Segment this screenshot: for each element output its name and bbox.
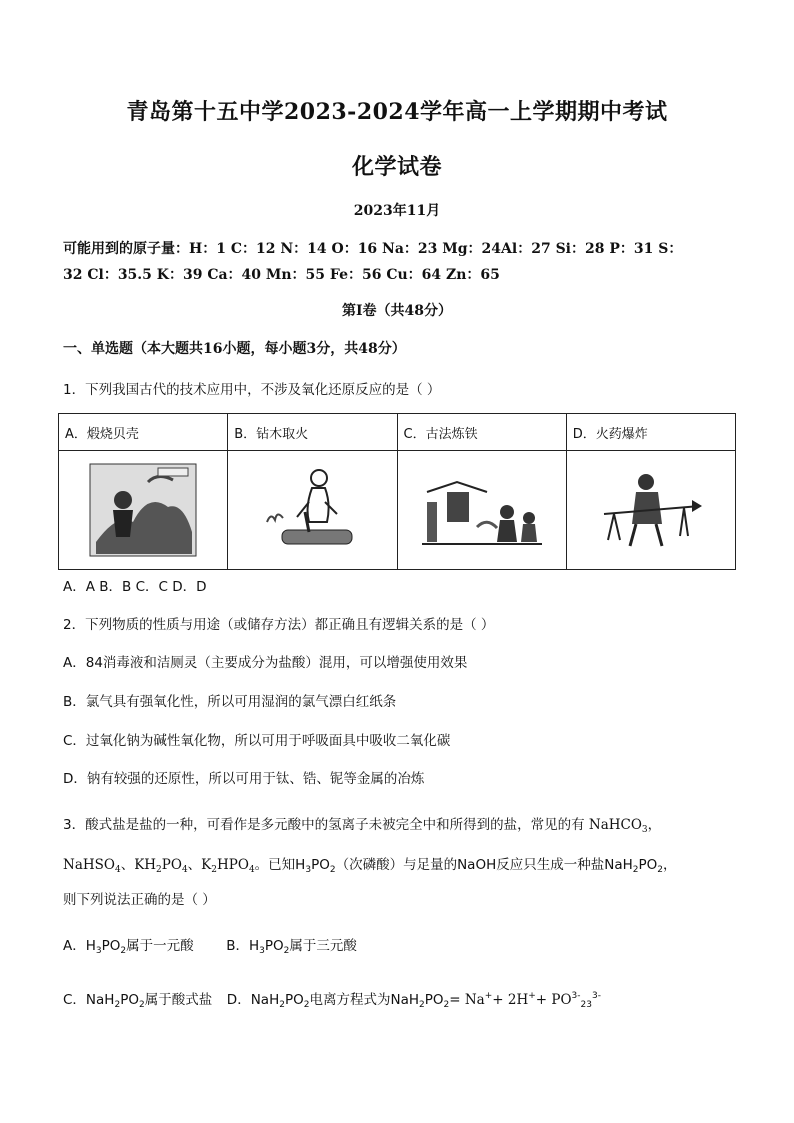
ancient-iron-smelting-illustration-icon: [417, 462, 547, 558]
q3-option-b-rest: 属于三元酸: [289, 938, 357, 954]
q3-option-c: [63, 992, 212, 1008]
formula-sub: 2: [632, 865, 639, 875]
formula-sub: 2: [138, 1000, 145, 1010]
formula-sub: 2: [120, 946, 127, 956]
q3-option-a-prefix: A．H: [63, 938, 96, 954]
atomic-masses-line-1: 可能用到的原子量：H：1 C：12 N：14 O：16 Na：23 Mg：24Al：27 Si：28 P：31 S：: [63, 241, 683, 257]
q2-option-b: B．氯气具有强氧化性，所以可用湿润的氯气漂白红纸条: [63, 694, 397, 710]
q1-options-table: [58, 413, 736, 570]
formula-k2hpo4: [201, 857, 255, 873]
equation-part: = Na: [449, 992, 485, 1008]
formula-text: HPO: [217, 857, 249, 873]
q1-option-a-label: A．煅烧贝壳: [59, 414, 228, 451]
formula-sub: 2: [156, 865, 162, 875]
section-title: 一、单选题（本大题共16小题，每小题3分，共48分）: [63, 341, 406, 357]
formula-text: PO: [284, 992, 304, 1008]
q1-answer-choices: A．A B．B C．C D．D: [63, 579, 207, 595]
q3-options-ab: [63, 934, 357, 956]
q3-option-b: [226, 938, 357, 954]
formula-sub: 2: [329, 865, 336, 875]
q2-option-c: C．过氧化钠为碱性氧化物，所以可用于呼吸面具中吸收二氧化碳: [63, 733, 451, 749]
q1-option-a-picture: [59, 451, 228, 570]
q3-option-c-prefix: C．NaH: [63, 992, 115, 1008]
formula-sup: +: [484, 991, 493, 1001]
drilling-wood-fire-illustration-icon: [257, 462, 367, 558]
exam-subtitle: 化学试卷: [351, 154, 442, 180]
formula-sub: 2: [303, 1000, 310, 1010]
formula-sub: 4: [181, 865, 188, 875]
formula-sub: 4: [114, 865, 121, 875]
formula-sup: +: [528, 991, 536, 1001]
q1-stem: 1．下列我国古代的技术应用中，不涉及氧化还原反应的是（ ）: [63, 382, 441, 398]
q3-option-a-rest: 属于一元酸: [126, 938, 194, 954]
q1-option-b-label: B．钻木取火: [228, 414, 397, 451]
punct: ，: [647, 817, 662, 833]
q1-option-c-label: C．古法炼铁: [397, 414, 566, 451]
q2-stem: 2．下列物质的性质与用途（或储存方法）都正确且有逻辑关系的是（ ）: [63, 617, 495, 633]
q3-option-d: [227, 992, 601, 1008]
formula-sub: 3: [586, 1000, 592, 1010]
punct: 、: [187, 857, 202, 873]
formula-text: PO: [120, 992, 139, 1008]
formula-sub: 2: [211, 865, 217, 875]
formula-text: PO: [424, 992, 444, 1008]
formula-sup: 3-: [592, 991, 601, 1001]
formula-text: K: [201, 857, 212, 873]
q2-option-d: D．钠有较强的还原性，所以可用于钛、锆、铌等金属的冶炼: [63, 771, 425, 787]
gunpowder-explosion-illustration-icon: [596, 462, 706, 558]
q3-option-d-prefix: D．NaH: [226, 992, 280, 1008]
q3-option-a: [63, 938, 194, 954]
formula-sub: 3: [259, 946, 265, 956]
q2-option-a: A．84消毒液和洁厕灵（主要成分为盐酸）混用，可以增强使用效果: [63, 655, 468, 671]
formula-sub: 3: [641, 825, 648, 835]
formula-text: PO: [264, 938, 284, 954]
q3-line-3: 则下列说法正确的是（ ）: [63, 892, 216, 908]
atomic-masses-line-2: 32 Cl：35.5 K：39 Ca：40 Mn：55 Fe：56 Cu：64 Zn：65: [63, 267, 500, 283]
formula-sub: 2: [419, 1000, 425, 1010]
q3-option-b-prefix: B．H: [226, 938, 260, 954]
formula-sub: 2: [580, 1000, 587, 1010]
formula-sup: 3-: [571, 991, 581, 1001]
q1-option-b-picture: [228, 451, 397, 570]
q1-option-c-picture: [397, 451, 566, 570]
formula-sub: 2: [283, 946, 290, 956]
punct: ，: [663, 857, 677, 873]
formula-text: NaHSO: [63, 857, 115, 873]
formula-sub: 3: [305, 865, 312, 875]
formula-sub: 4: [248, 865, 255, 875]
formula-nahco3: [589, 817, 648, 833]
punct: 、: [120, 857, 135, 873]
q3-line2-mid: 。已知H: [254, 857, 306, 873]
q1-option-d-picture: [566, 451, 735, 570]
equation-part: + 2H: [492, 992, 529, 1008]
formula-text: PO: [101, 938, 121, 954]
formula-kh2po4: [134, 857, 187, 873]
formula-sub: 2: [279, 1000, 285, 1010]
q3-options-cd: [63, 988, 601, 1010]
formula-text: KH: [134, 857, 157, 873]
q3-line-2: [63, 853, 677, 875]
formula-text: NaHCO: [588, 817, 642, 833]
formula-text: PO: [311, 857, 330, 873]
formula-sub: 3: [95, 946, 102, 956]
formula-sub: 2: [443, 1000, 450, 1010]
exam-date: 2023年11月: [353, 203, 441, 219]
q1-option-d-label: D．火药爆炸: [566, 414, 735, 451]
calcining-shells-illustration-icon: [88, 462, 198, 558]
formula-text: PO: [161, 857, 182, 873]
q3-line2-text: （次磷酸）与足量的NaOH反应只生成一种盐NaH: [335, 857, 633, 873]
equation-part: + PO: [535, 992, 572, 1008]
formula-text: PO: [638, 857, 658, 873]
q3-line-1: [63, 813, 661, 835]
volume-title: 第Ⅰ卷（共48分）: [341, 303, 453, 319]
q3-line1-text: 3．酸式盐是盐的一种，可看作是多元酸中的氢离子未被完全中和所得到的盐，常见的有: [63, 817, 585, 833]
q3-option-d-mid: 电离方程式为NaH: [309, 992, 419, 1008]
formula-sub: 2: [114, 1000, 121, 1010]
q3-option-c-rest: 属于酸式盐: [144, 992, 213, 1008]
formula-sub: 2: [657, 865, 663, 875]
formula-nahso4: [63, 857, 121, 873]
exam-title: 青岛第十五中学2023-2024学年高一上学期期中考试: [126, 99, 668, 125]
